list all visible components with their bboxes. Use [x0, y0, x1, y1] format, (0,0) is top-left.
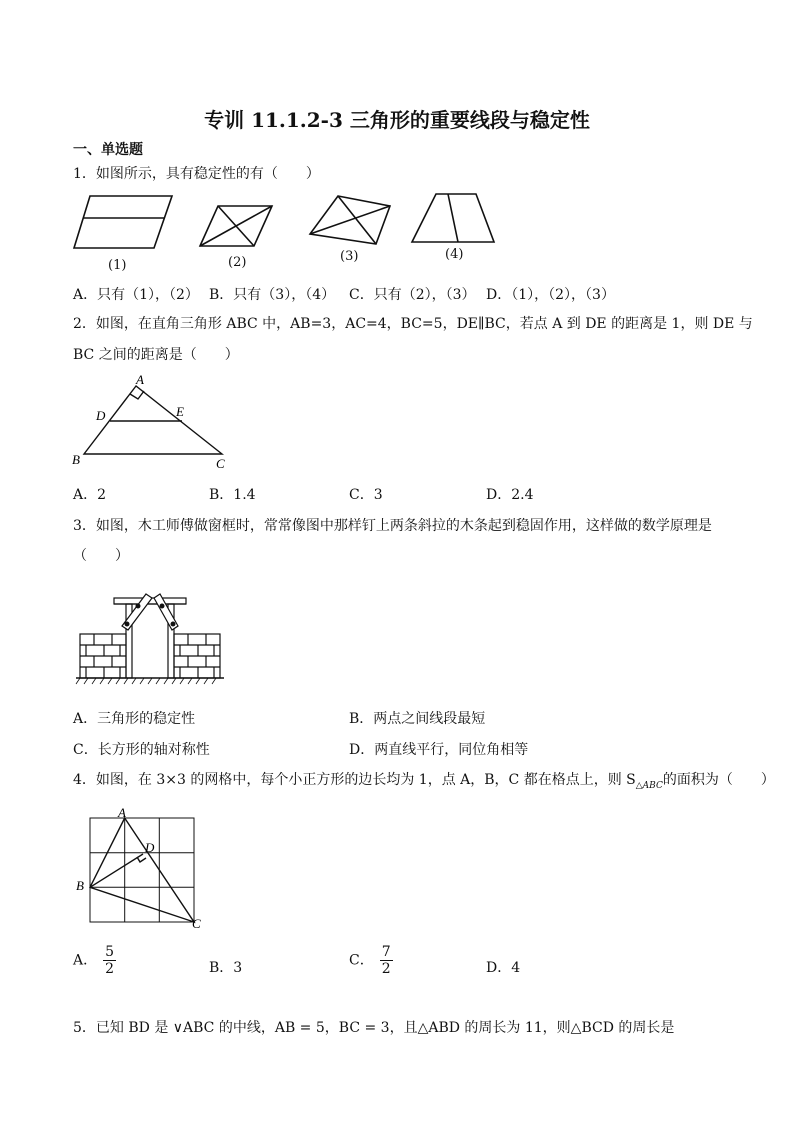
q2-label-c: C: [216, 456, 225, 471]
q1-caption-2: (2): [228, 255, 247, 270]
q4-option-a-numerator: 5: [105, 944, 115, 960]
q3-nail-top-left: [136, 604, 141, 609]
q4-label-a: A: [118, 805, 126, 820]
q4-option-a: [73, 944, 116, 977]
question-1-stem: 1．如图所示，具有稳定性的有（ ）: [73, 166, 320, 182]
q2-label-a: A: [136, 372, 144, 387]
q1-option-c: C．只有（2），（3）: [349, 287, 476, 303]
question-4-area-subscript: △ABC: [635, 780, 663, 791]
q1-figures: [70, 190, 510, 280]
question-4-stem-suffix: 的面积为（ ）: [662, 772, 775, 788]
q4-option-a-fraction: [103, 944, 116, 977]
q4-option-a-denominator: 2: [105, 961, 115, 977]
q1-fig3-diagonal: [338, 196, 376, 244]
q3-option-a: A．三角形的稳定性: [73, 711, 196, 727]
q4-right-angle-mark: [137, 857, 146, 862]
q1-fig1-parallelogram: [74, 196, 172, 248]
question-4-stem: [73, 770, 775, 796]
q3-window-frame-figure: [76, 590, 226, 690]
section-heading: 一、单选题: [73, 142, 143, 158]
q1-option-b: B．只有（3），（4）: [209, 287, 336, 303]
q4-label-b: B: [76, 878, 84, 893]
q4-option-b: B．3: [209, 960, 243, 976]
q3-nail-top-right: [160, 604, 165, 609]
q2-option-d: D．2.4: [486, 487, 534, 503]
q1-caption-4: (4): [445, 247, 464, 262]
q3-nail-bottom-left: [125, 622, 130, 627]
q1-option-a: A．只有（1），（2）: [73, 287, 199, 303]
q1-fig4-segment: [448, 194, 458, 242]
q2-label-e: E: [176, 404, 184, 419]
q1-caption-1: (1): [108, 258, 127, 273]
q4-label-c: C: [192, 916, 201, 931]
question-3-stem-line1: 3．如图，木工师傅做窗框时，常常像图中那样钉上两条斜拉的木条起到稳固作用，这样做的数学原理是: [73, 518, 712, 534]
q4-option-a-prefix: A．: [73, 952, 98, 969]
q3-option-d: D．两直线平行，同位角相等: [349, 742, 529, 758]
q1-caption-3: (3): [340, 249, 359, 264]
q2-label-b: B: [72, 452, 80, 467]
q4-option-c-prefix: C．: [349, 952, 374, 969]
page-title: 专训 11.1.2-3 三角形的重要线段与稳定性: [204, 108, 590, 132]
q2-option-b: B．1.4: [209, 487, 256, 503]
question-2-stem-line1: 2．如图，在直角三角形 ABC 中，AB=3，AC=4，BC=5，DE∥BC，若点 A 到 DE 的距离是 1，则 DE 与: [73, 316, 753, 332]
q4-grid-border: [90, 818, 194, 922]
q2-option-a: A．2: [73, 487, 107, 503]
q2-label-d: D: [96, 408, 106, 423]
q4-triangle-abc: [90, 818, 194, 922]
question-5-stem: 5．已知 BD 是 ∨ABC 的中线，AB = 5，BC = 3，且△ABD 的周长为 11，则△BCD 的周长是: [73, 1020, 675, 1036]
question-4-stem-prefix: 4．如图，在 3×3 的网格中，每个小正方形的边长均为 1，点 A，B，C 都在格点上，则 S: [73, 772, 636, 788]
q4-grid-figure: [74, 806, 214, 936]
q4-label-d: D: [145, 840, 155, 855]
q3-option-b: B．两点之间线段最短: [349, 711, 486, 727]
q2-option-c: C．3: [349, 487, 383, 503]
q1-fig2-diagonal-2: [200, 206, 272, 246]
q4-option-c-fraction: [380, 944, 393, 977]
q2-triangle-figure: [70, 372, 240, 472]
question-3-stem-line2: （ ）: [73, 548, 129, 564]
q3-nail-bottom-right: [171, 622, 176, 627]
q4-option-c-denominator: 2: [381, 961, 391, 977]
q4-option-d: D．4: [486, 960, 521, 976]
q1-option-d: D．（1），（2），（3）: [486, 287, 615, 303]
question-2-stem-line2: BC 之间的距离是（ ）: [73, 347, 239, 363]
q4-option-c-numerator: 7: [381, 944, 391, 960]
q4-option-c: [349, 944, 393, 977]
q3-option-c: C．长方形的轴对称性: [73, 742, 210, 758]
